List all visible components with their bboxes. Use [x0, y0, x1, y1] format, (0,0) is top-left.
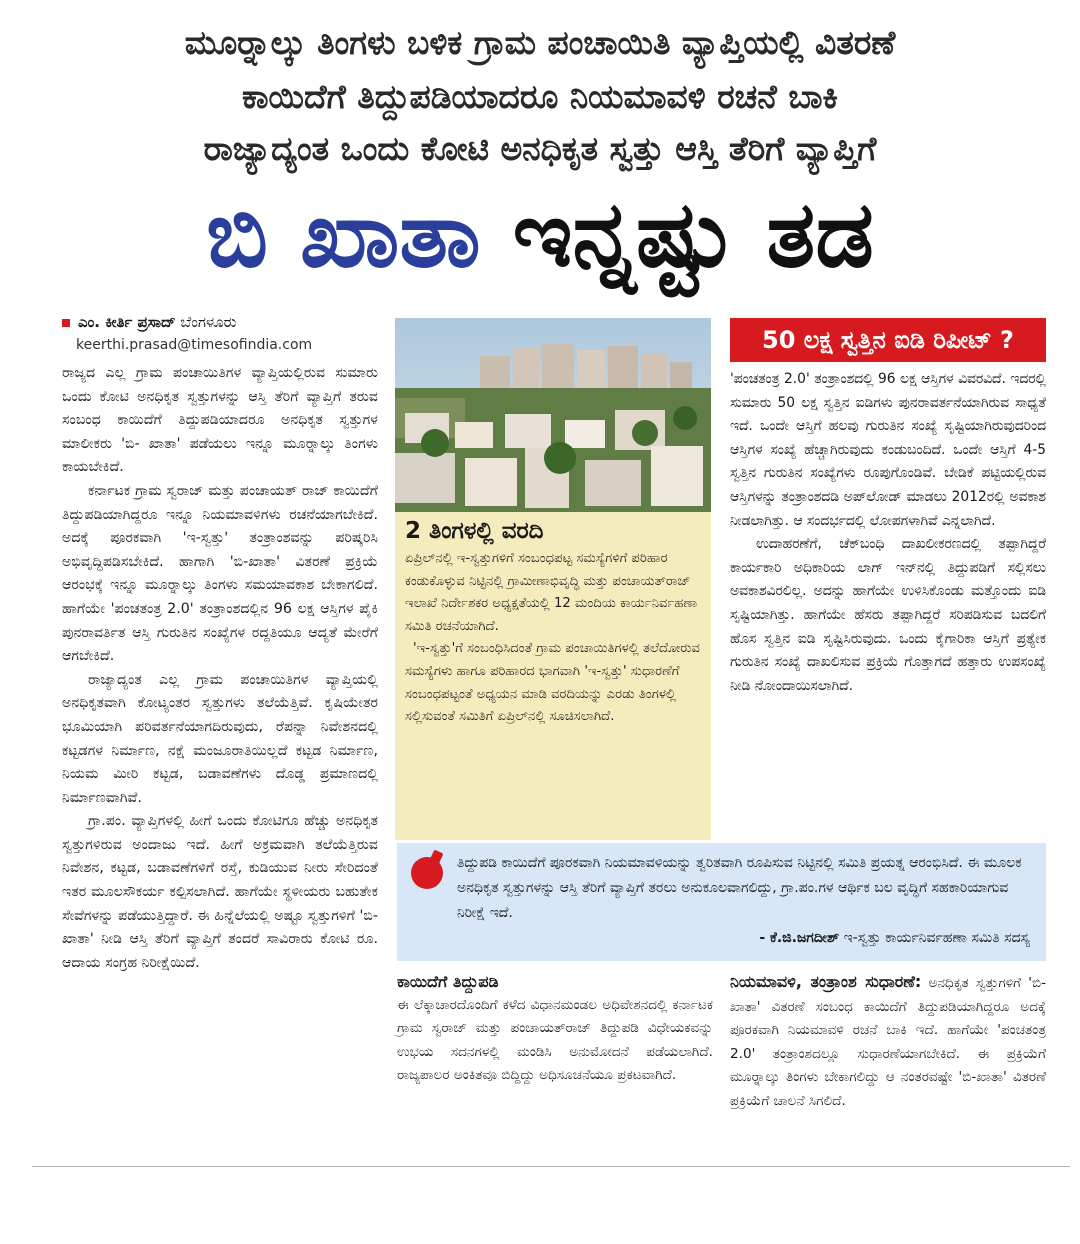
rules-section — [730, 970, 1046, 1114]
quote-role: ಇ-ಸ್ವತ್ತು ಕಾರ್ಯನಿರ್ವಹಣಾ ಸಮಿತಿ ಸದಸ್ಯ — [843, 930, 1030, 946]
paragraph: 'ಪಂಚತಂತ್ರ 2.0' ತಂತ್ರಾಂಶದಲ್ಲಿ 96 ಲಕ್ಷ ಆಸ್ತಿಗಳ ವಿವರವಿದೆ. ಇದರಲ್ಲಿ ಸುಮಾರು 50 ಲಕ್ಷ ಸ್ವತ್ತಿನ ಐಡಿಗಳು ಪುನರಾವರ್ತನೆಯಾಗಿರುವ ಸಾಧ್ಯತೆ ಇದೆ. ಒಂದೇ ಆಸ್ತಿಗೆ ಹಲವು ಗುರುತಿನ ಸಂಖ್ಯೆ ಸೃಷ್ಟಿಯಾಗಿರುವುದರಿಂದ ಆಸ್ತಿಗಳ ಸಂಖ್ಯೆ ಹೆಚ್ಚಾಗಿರುವುದು ಕಂಡುಬಂದಿದೆ. ಒಂದೇ ಆಸ್ತಿಗೆ 4-5 ಸ್ವತ್ತಿನ ಗುರುತಿನ ಸಂಖ್ಯೆಗಳು ರೂಪುಗೊಂಡಿವೆ. ಬೇಡಿಕೆ ಪಟ್ಟಿಯಲ್ಲಿರುವ ಆಸ್ತಿಗಳನ್ನು ತಂತ್ರಾಂಶದಡಿ ಅಪ್‌ಲೋಡ್ ಮಾಡಲು 2012ರಲ್ಲಿ ಅವಕಾಶ ನೀಡಲಾಗಿತ್ತು. ಆ ಸಂದರ್ಭದಲ್ಲಿ ಲೋಪಗಳಾಗಿವೆ ಎನ್ನಲಾಗಿದೆ. — [730, 371, 1046, 529]
paragraph: ರಾಜ್ಯದ ಎಲ್ಲ ಗ್ರಾಮ ಪಂಚಾಯಿತಿಗಳ ವ್ಯಾಪ್ತಿಯಲ್ಲಿರುವ ಸುಮಾರು ಒಂದು ಕೋಟಿ ಅನಧಿಕೃತ ಸ್ವತ್ತುಗಳನ್ನು ಆಸ್ತಿ ತೆರಿಗೆ ವ್ಯಾಪ್ತಿಗೆ ತರುವ ಸಂಬಂಧ ಕಾಯಿದೆಗೆ ತಿದ್ದುಪಡಿಯಾದರೂ ಅನಧಿಕೃತ ಸ್ವತ್ತುಗಳ ಮಾಲೀಕರು 'ಬಿ- ಖಾತಾ' ಪಡೆಯಲು ಇನ್ನೂ ಮೂರ್‍ನಾಲ್ಕು ತಿಂಗಳು ಕಾಯಬೇಕಿದೆ. — [62, 365, 378, 476]
city-skyline-photo — [395, 318, 711, 512]
quote-text: ತಿದ್ದುಪಡಿ ಕಾಯಿದೆಗೆ ಪೂರಕವಾಗಿ ನಿಯಮಾವಳಿಯನ್ನು ತ್ವರಿತವಾಗಿ ರೂಪಿಸುವ ನಿಟ್ಟಿನಲ್ಲಿ ಸಮಿತಿ ಪ್ರಯತ್ನ ಆರಂಭಿಸಿದೆ. ಈ ಮೂಲಕ ಅನಧಿಕೃತ ಸ್ವತ್ತುಗಳನ್ನು ಆಸ್ತಿ ತೆರಿಗೆ ವ್ಯಾಪ್ತಿಗೆ ತರಲು ಅನುಕೂಲವಾಗಲಿದ್ದು, ಗ್ರಾ.ಪಂ.ಗಳ ಆರ್ಥಿಕ ಬಲ ವೃದ್ಧಿಗೆ ಸಹಕಾರಿಯಾಗುವ ನಿರೀಕ್ಷೆ ಇದೆ. — [457, 855, 1022, 921]
paragraph: ಉದಾಹರಣೆಗೆ, ಚೆಕ್‌ಬಂಧಿ ದಾಖಲೀಕರಣದಲ್ಲಿ ತಪ್ಪಾಗಿದ್ದರೆ ಕಾರ್ಯಕಾರಿ ಅಧಿಕಾರಿಯ ಲಾಗ್ ಇನ್‌ನಲ್ಲಿ ತಿದ್ದುಪಡಿಗೆ ಸಲ್ಲಿಸಲು ಅವಕಾಶವಿರಲಿಲ್ಲ. ಅದನ್ನು ಹಾಗೆಯೇ ಉಳಿಸಿಕೊಂಡು ಮತ್ತೊಂದು ಐಡಿ ಸೃಷ್ಟಿಯಾಗಿತ್ತು. ಹಾಗೆಯೇ ಹೆಸರು ತಪ್ಪಾಗಿದ್ದರೆ ಸರಿಪಡಿಸುವ ಬದಲಿಗೆ ಹೊಸ ಸ್ವತ್ತಿನ ಐಡಿ ಸೃಷ್ಟಿಸಿರುವುದು. ಒಂದು ಕೈಗಾರಿಕಾ ಆಸ್ತಿಗೆ ಪ್ರತ್ಯೇಕ ಗುರುತಿನ ಸಂಖ್ಯೆ ದಾಖಲಿಸುವ ಪ್ರಕ್ರಿಯೆ ಗೊತ್ತಾಗದೆ ಹತ್ತಾರು ಉಪಸಂಖ್ಯೆ ನೀಡಿ ನೋಂದಾಯಿಸಲಾಗಿದೆ. — [730, 536, 1046, 694]
kicker-line-1: ಮೂರ್‍ನಾಲ್ಕು ತಿಂಗಳು ಬಳಿಕ ಗ್ರಾಮ ಪಂಚಾಯಿತಿ ವ್ಯಾಪ್ತಿಯಲ್ಲಿ ವಿತರಣೆ — [184, 23, 896, 62]
act-section — [397, 970, 713, 1088]
headline-blue: ಬಿ ಖಾತಾ — [206, 181, 481, 288]
byline-name: ಎಂ. ಕೀರ್ತಿ ಪ್ರಸಾದ್ — [78, 313, 176, 331]
paragraph: ಕರ್ನಾಟಕ ಗ್ರಾಮ ಸ್ವರಾಜ್ ಮತ್ತು ಪಂಚಾಯತ್ ರಾಜ್ ಕಾಯಿದೆಗೆ ತಿದ್ದುಪಡಿಯಾಗಿದ್ದರೂ ಇನ್ನೂ ನಿಯಮಾವಳಿಗಳು ರಚನೆಯಾಗಬೇಕಿದೆ. ಅದಕ್ಕೆ ಪೂರಕವಾಗಿ 'ಇ-ಸ್ವತ್ತು' ತಂತ್ರಾಂಶವನ್ನು ಪರಿಷ್ಕರಿಸಿ ಅಭಿವೃದ್ಧಿಪಡಿಸಬೇಕಿದೆ. ಹಾಗಾಗಿ 'ಬಿ-ಖಾತಾ' ವಿತರಣೆ ಪ್ರಕ್ರಿಯೆ ಆರಂಭಕ್ಕೆ ಇನ್ನೂ ಮೂರ್‍ನಾಲ್ಕು ತಿಂಗಳು ಸಮಯಾವಕಾಶ ಬೇಕಾಗಲಿದೆ. ಹಾಗೆಯೇ 'ಪಂಚತಂತ್ರ 2.0' ತಂತ್ರಾಂಶದಲ್ಲಿನ 96 ಲಕ್ಷ ಆಸ್ತಿಗಳ ಪೈಕಿ ಪುನರಾವರ್ತಿತ ಆಸ್ತಿ ಗುರುತಿನ ಸಂಖ್ಯೆಗಳ ರದ್ದತಿಯೂ ಆದ್ಯತೆ ಮೇರೆಗೆ ಆಗಬೇಕಿದೆ. — [62, 482, 378, 665]
act-heading: ಕಾಯಿದೆಗೆ ತಿದ್ದುಪಡಿ — [397, 972, 499, 991]
column-3 — [730, 368, 1046, 698]
quote-box — [397, 843, 1046, 961]
paragraph: ಏಪ್ರಿಲ್‌ನಲ್ಲಿ ಇ-ಸ್ವತ್ತುಗಳಿಗೆ ಸಂಬಂಧಪಟ್ಟ ಸಮಸ್ಯೆಗಳಿಗೆ ಪರಿಹಾರ ಕಂಡುಕೊಳ್ಳುವ ನಿಟ್ಟಿನಲ್ಲಿ ಗ್ರಾಮೀಣಾಭಿವೃದ್ಧಿ ಮತ್ತು ಪಂಚಾಯತ್‌ರಾಜ್ ಇಲಾಖೆ ನಿರ್ದೇಶಕರ ಅಧ್ಯಕ್ಷತೆಯಲ್ಲಿ 12 ಮಂದಿಯ ಕಾರ್ಯನಿರ್ವಹಣಾ ಸಮಿತಿ ರಚನೆಯಾಗಿದೆ. — [405, 551, 698, 634]
byline-email[interactable]: keerthi.prasad@timesofindia.com — [76, 337, 313, 353]
paragraph: ಈ ಲೆಕ್ಕಾಚಾರದೊಂದಿಗೆ ಕಳೆದ ವಿಧಾನಮಂಡಲ ಅಧಿವೇಶನದಲ್ಲಿ ಕರ್ನಾಟಕ ಗ್ರಾಮ ಸ್ವರಾಜ್ ಮತ್ತು ಪಂಚಾಯತ್‌ರಾಜ್ ತಿದ್ದುಪಡಿ ವಿಧೇಯಕವನ್ನು ಉಭಯ ಸದನಗಳಲ್ಲಿ ಮಂಡಿಸಿ ಅನುಮೋದನೆ ಪಡೆಯಲಾಗಿದೆ. ರಾಜ್ಯಪಾಲರ ಅಂಕಿತವೂ ಬಿದ್ದಿದ್ದು ಅಧಿಸೂಚನೆಯೂ ಪ್ರಕಟವಾಗಿದೆ. — [397, 996, 713, 1084]
bullet-icon — [62, 319, 70, 327]
report-body — [405, 548, 701, 729]
kicker-line-2: ಕಾಯಿದೆಗೆ ತಿದ್ದುಪಡಿಯಾದರೂ ನಿಯಮಾವಳಿ ರಚನೆ ಬಾಕಿ — [242, 77, 838, 116]
headline — [40, 175, 1040, 295]
quote-attribution — [457, 926, 1030, 951]
byline — [62, 313, 236, 331]
sidebar-title-bar: 50 ಲಕ್ಷ ಸ್ವತ್ತಿನ ಐಡಿ ರಿಪೀಟ್ ? — [730, 318, 1046, 362]
quote-name: - ಕೆ.ಜಿ.ಜಗದೀಶ್ — [759, 930, 840, 946]
page-divider — [32, 1166, 1070, 1167]
paragraph: 'ಇ-ಸ್ವತ್ತು'ಗೆ ಸಂಬಂಧಿಸಿದಂತೆ ಗ್ರಾಮ ಪಂಚಾಯಿತಿಗಳಲ್ಲಿ ತಲೆದೋರುವ ಸಮಸ್ಯೆಗಳು ಹಾಗೂ ಪರಿಹಾರದ ಭಾಗವಾಗಿ 'ಇ-ಸ್ವತ್ತು' ಸುಧಾರಣೆಗೆ ಸಂಬಂಧಪಟ್ಟಂತೆ ಅಧ್ಯಯನ ಮಾಡಿ ವರದಿಯನ್ನು ಎರಡು ತಿಂಗಳಲ್ಲಿ ಸಲ್ಲಿಸುವಂತೆ ಸಮಿತಿಗೆ ಏಪ್ರಿಲ್‌ನಲ್ಲಿ ಸೂಚಿಸಲಾಗಿದೆ. — [405, 641, 700, 725]
kicker-line-3: ರಾಜ್ಯಾದ್ಯಂತ ಒಂದು ಕೋಟಿ ಅನಧಿಕೃತ ಸ್ವತ್ತು ಆಸ್ತಿ ತೆರಿಗೆ ವ್ಯಾಪ್ತಿಗೆ — [203, 129, 877, 168]
byline-place: ಬೆಂಗಳೂರು — [180, 313, 237, 331]
quote-icon — [411, 857, 443, 889]
rules-body: ಅನಧಿಕೃತ ಸ್ವತ್ತುಗಳಿಗೆ 'ಬಿ-ಖಾತಾ' ವಿತರಣೆ ಸಂಬಂಧ ಕಾಯಿದೆಗೆ ತಿದ್ದುಪಡಿಯಾಗಿದ್ದರೂ ಅದಕ್ಕೆ ಪೂರಕವಾಗಿ ನಿಯಮಾವಳಿ ರಚನೆ ಬಾಕಿ ಇದೆ. ಹಾಗೆಯೇ 'ಪಂಚತಂತ್ರ 2.0' ತಂತ್ರಾಂಶದಲ್ಲೂ ಸುಧಾರಣೆಯಾಗಬೇಕಿದೆ. ಈ ಪ್ರಕ್ರಿಯೆಗೆ ಮೂರ್‍ನಾಲ್ಕು ತಿಂಗಳು ಬೇಕಾಗಲಿದ್ದು ಆ ನಂತರವಷ್ಟೇ 'ಬಿ-ಖಾತಾ' ವಿತರಣೆ ಪ್ರಕ್ರಿಯೆಗೆ ಚಾಲನೆ ಸಿಗಲಿದೆ. — [730, 975, 1046, 1109]
paragraph: ಗ್ರಾ.ಪಂ. ವ್ಯಾಪ್ತಿಗಳಲ್ಲಿ ಹೀಗೆ ಒಂದು ಕೋಟಿಗೂ ಹೆಚ್ಚು ಅನಧಿಕೃತ ಸ್ವತ್ತುಗಳಿರುವ ಅಂದಾಜು ಇದೆ. ಹೀಗೆ ಅಕ್ರಮವಾಗಿ ತಲೆಯೆತ್ತಿರುವ ನಿವೇಶನ, ಕಟ್ಟಡ, ಬಡಾವಣೆಗಳಿಗೆ ರಸ್ತೆ, ಕುಡಿಯುವ ನೀರು ಸೇರಿದಂತೆ ಇತರ ಮೂಲಸೌಕರ್ಯ ಕಲ್ಪಿಸಲಾಗಿದೆ. ಹಾಗೆಯೇ ಸ್ಥಳೀಯರು ಬಹುತೇಕ ಸೇವೆಗಳನ್ನು ಪಡೆಯುತ್ತಿದ್ದಾರೆ. ಈ ಹಿನ್ನೆಲೆಯಲ್ಲಿ ಅಷ್ಟೂ ಸ್ವತ್ತುಗಳಿಗೆ 'ಬಿ-ಖಾತಾ' ನೀಡಿ ಆಸ್ತಿ ತೆರಿಗೆ ವ್ಯಾಪ್ತಿಗೆ ತಂದರೆ ಸಾವಿರಾರು ಕೋಟಿ ರೂ. ಆದಾಯ ಸಂಗ್ರಹ ನಿರೀಕ್ಷೆಯಿದೆ. — [62, 813, 378, 971]
report-title: 2 ತಿಂಗಳಲ್ಲಿ ವರದಿ — [405, 518, 544, 544]
paragraph: ರಾಜ್ಯಾದ್ಯಂತ ಎಲ್ಲ ಗ್ರಾಮ ಪಂಚಾಯಿತಿಗಳ ವ್ಯಾಪ್ತಿಯಲ್ಲಿ ಅನಧಿಕೃತವಾಗಿ ಕೋಟ್ಯಂತರ ಸ್ವತ್ತುಗಳು ತಲೆಯೆತ್ತಿವೆ. ಕೃಷಿಯೇತರ ಭೂಮಿಯಾಗಿ ಪರಿವರ್ತನೆಯಾಗದಿರುವುದು, ರೆಪನ್ನಾ ನಿವೇಶನದಲ್ಲಿ ಕಟ್ಟಡಗಳ ನಿರ್ಮಾಣ, ನಕ್ಷೆ ಮಂಜೂರಾತಿಯಿಲ್ಲದೆ ಕಟ್ಟಡ ನಿರ್ಮಾಣ, ನಿಯಮ ಮೀರಿ ಕಟ್ಟಡ, ಬಡಾವಣೆಗಳು ದೊಡ್ಡ ಪ್ರಮಾಣದಲ್ಲಿ ನಿರ್ಮಾಣವಾಗಿವೆ. — [62, 671, 378, 806]
headline-black: ಇನ್ನಷ್ಟು ತಡ — [512, 181, 874, 288]
report-box — [395, 512, 711, 840]
column-1 — [62, 362, 378, 975]
rules-heading: ನಿಯಮಾವಳಿ, ತಂತ್ರಾಂಶ ಸುಧಾರಣೆ: — [730, 972, 922, 991]
